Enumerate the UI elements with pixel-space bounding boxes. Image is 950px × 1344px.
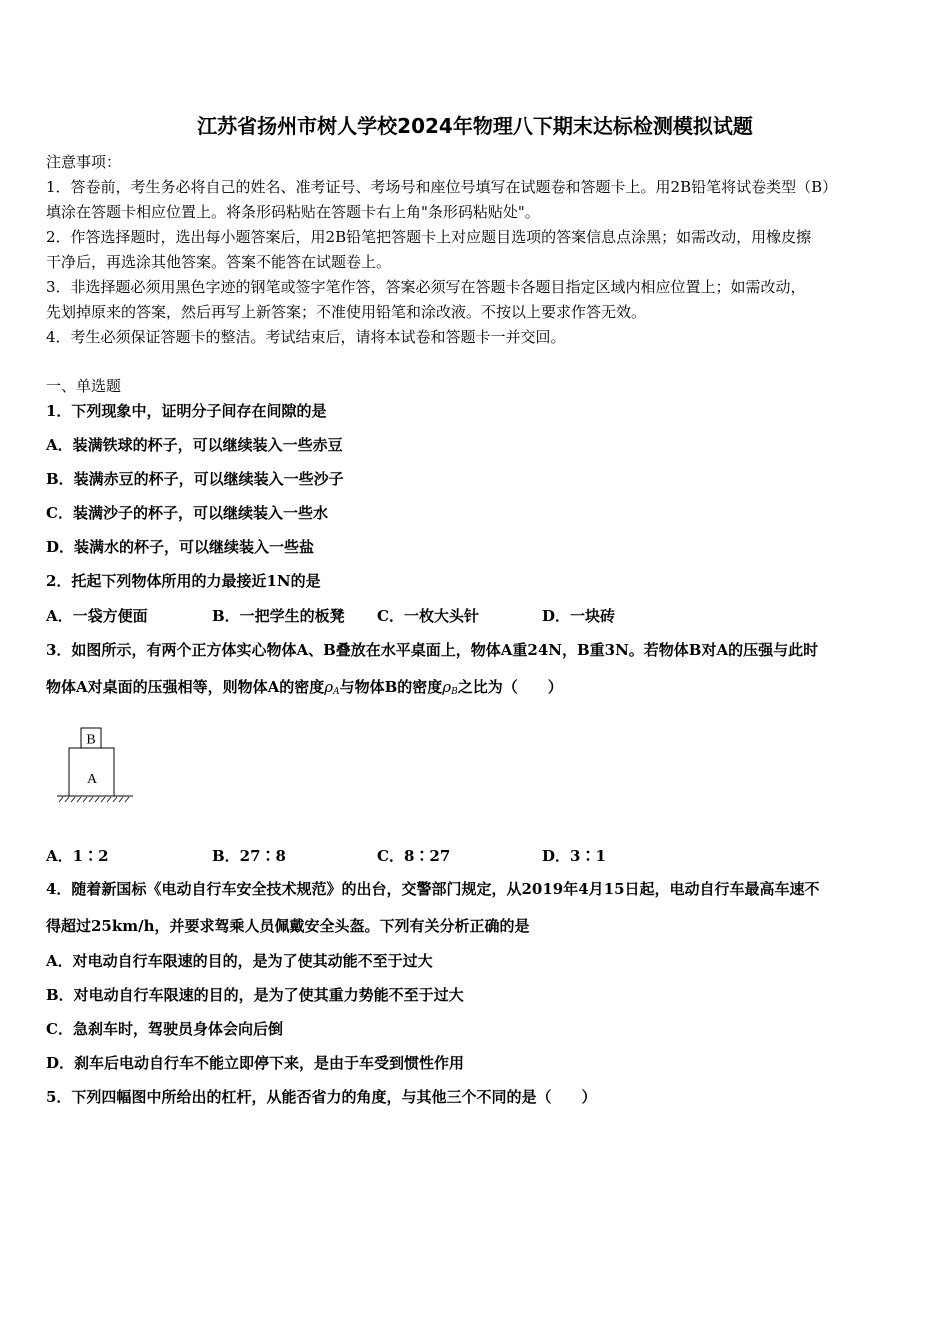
question-3-stem-part-c: 之比为（ ） bbox=[457, 678, 563, 696]
question-3-stem-line-1: 3．如图所示，有两个正方体实心物体A、B叠放在水平桌面上，物体A重24N，B重3N。若物体B对A的压强与此时 bbox=[46, 641, 819, 659]
rho-symbol-b: ρ bbox=[442, 678, 452, 696]
subscript-a: A bbox=[333, 687, 340, 697]
notice-heading: 注意事项： bbox=[46, 153, 122, 171]
stacked-cubes-figure bbox=[55, 726, 135, 806]
notice-line-6: 先划掉原来的答案，然后再写上新答案；不准使用铅笔和涂改液。不按以上要求作答无效。 bbox=[46, 303, 647, 321]
question-5-stem: 5．下列四幅图中所给出的杠杆，从能否省力的角度，与其他三个不同的是（ ） bbox=[46, 1088, 597, 1106]
question-4-option-a: A．对电动自行车限速的目的，是为了使其动能不至于过大 bbox=[46, 952, 433, 970]
question-3-stem-part-a: 物体A对桌面的压强相等，则物体A的密度 bbox=[46, 678, 325, 696]
subscript-b: B bbox=[451, 687, 458, 697]
question-3-option-d: D．3∶1 bbox=[542, 847, 606, 865]
cube-a-label: A bbox=[86, 772, 98, 787]
notice-line-5: 3．非选择题必须用黑色字迹的钢笔或签字笔作答，答案必须写在答题卡各题目指定区域内相应位置上；如需改动， bbox=[46, 278, 806, 296]
question-1-option-c: C．装满沙子的杯子，可以继续装入一些水 bbox=[46, 504, 328, 522]
question-2-option-d: D．一块砖 bbox=[542, 607, 616, 625]
question-2-stem: 2．托起下列物体所用的力最接近1N的是 bbox=[46, 572, 321, 590]
question-4-option-c: C．急刹车时，驾驶员身体会向后倒 bbox=[46, 1020, 283, 1038]
cube-b-label: B bbox=[86, 732, 96, 748]
question-1-option-a: A．装满铁球的杯子，可以继续装入一些赤豆 bbox=[46, 436, 343, 454]
table-hatching bbox=[59, 797, 129, 802]
question-1-stem: 1．下列现象中，证明分子间存在间隙的是 bbox=[46, 402, 327, 420]
question-4-option-d: D．刹车后电动自行车不能立即停下来，是由于车受到惯性作用 bbox=[46, 1054, 465, 1072]
question-1-option-d: D．装满水的杯子，可以继续装入一些盐 bbox=[46, 538, 315, 556]
stacked-cubes-diagram bbox=[55, 726, 135, 806]
notice-line-1: 1．答卷前，考生务必将自己的姓名、准考证号、考场号和座位号填写在试题卷和答题卡上。用2B铅笔将试卷类型（B） bbox=[46, 178, 838, 196]
section-heading: 一、单选题 bbox=[46, 377, 122, 395]
question-4-option-b: B．对电动自行车限速的目的，是为了使其重力势能不至于过大 bbox=[46, 986, 464, 1004]
question-3-option-c: C．8∶27 bbox=[377, 847, 451, 865]
rho-symbol-a: ρ bbox=[324, 678, 334, 696]
notice-line-4: 干净后，再选涂其他答案。答案不能答在试题卷上。 bbox=[46, 253, 392, 271]
question-3-option-a: A．1∶2 bbox=[46, 847, 109, 865]
question-3-stem-line-2 bbox=[46, 677, 563, 702]
notice-line-3: 2．作答选择题时，选出每小题答案后，用2B铅笔把答题卡上对应题目选项的答案信息点涂黑；如需改动，用橡皮擦 bbox=[46, 228, 812, 246]
question-2-option-c: C．一枚大头针 bbox=[377, 607, 479, 625]
question-1-option-b: B．装满赤豆的杯子，可以继续装入一些沙子 bbox=[46, 470, 344, 488]
question-2-option-b: B．一把学生的板凳 bbox=[212, 607, 345, 625]
notice-line-2: 填涂在答题卡相应位置上。将条形码粘贴在答题卡右上角"条形码粘贴处"。 bbox=[46, 203, 540, 221]
question-4-stem-line-1: 4．随着新国标《电动自行车安全技术规范》的出台，交警部门规定，从2019年4月15日起，电动自行车最高车速不 bbox=[46, 880, 820, 898]
notice-line-7: 4．考生必须保证答题卡的整洁。考试结束后，请将本试卷和答题卡一并交回。 bbox=[46, 328, 566, 346]
question-3-option-b: B．27∶8 bbox=[212, 847, 286, 865]
page-title: 江苏省扬州市树人学校2024年物理八下期末达标检测模拟试题 bbox=[197, 114, 753, 138]
question-3-stem-part-b: 与物体B的密度 bbox=[339, 678, 443, 696]
question-2-option-a: A．一袋方便面 bbox=[46, 607, 148, 625]
question-4-stem-line-2: 得超过25km/h，并要求驾乘人员佩戴安全头盔。下列有关分析正确的是 bbox=[46, 917, 530, 935]
